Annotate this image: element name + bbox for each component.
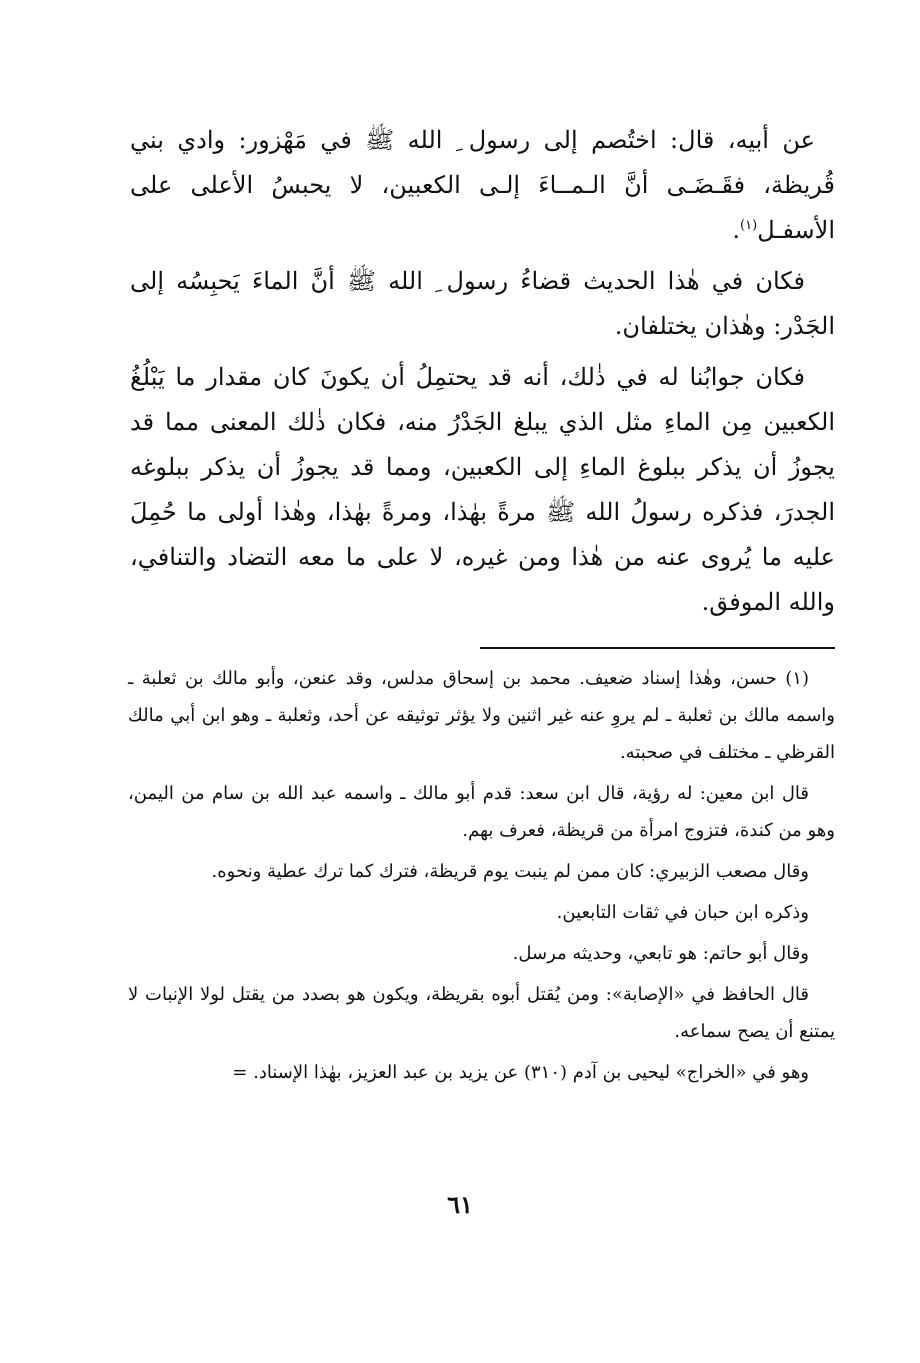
footnote-abu-hatim: وقال أبو حاتم: هو تابعي، وحديثه مرسل. <box>512 943 809 964</box>
footnote-ibn-hibban: وذكره ابن حبان في ثقات التابعين. <box>556 902 809 923</box>
paragraph-3: فكان جوابُنا له في ذٰلك، أنه قد يحتمِلُ أن يكونَ كان مقدار ما يَبْلُغُ الكعبين مِن الماءِ مثل الذي يبلغ الجَدْرُ منه، فكان ذٰلك المعنى مما قد يجوزُ أن يذكر ببلوغ الماءِ إلى الكعبين، ومما قد يجوزُ أن يذكر ببلوغه الجدرَ، فذكره رسولُ الله ﷺ مرةً بهٰذا، ومرةً بهٰذا، وهٰذا أولى ما حُمِلَ عليه ما يُروى عنه من هٰذا ومن غيره، لا على ما معه التضاد والتنافي، والله الموفق. <box>130 363 835 616</box>
footnote-reference: (١) <box>740 218 758 233</box>
paragraph-1-text: عن أبيه، قال: اختُصم إلى رسول ِ الله ﷺ في مَهْزور: وادي بني قُريظة، فقَـضَـى أنَّ الـمــاءَ إلـى الكعبين، لا يحبسُ الأعلى على الأسفـل <box>130 126 835 244</box>
footnote-1: (١) حسن، وهٰذا إسناد ضعيف. محمد بن إسحاق مدلس، وقد عنعن، وأبو مالك بن ثعلبة ـ واسمه مالك بن ثعلبة ـ لم يروِ عنه غير اثنين ولا يؤثر توثيقه عن أحد، وثعلبة ـ وهو ابن أبي مالك القرظي ـ مختلف في صحبته. <box>128 668 835 763</box>
page-number: ٦١ <box>447 1190 473 1219</box>
footnote-musab: وقال مصعب الزبيري: كان ممن لم ينبت يوم قريظة، فترك كما ترك عطية ونحوه. <box>211 861 809 882</box>
footnote-hafiz: قال الحافظ في «الإصابة»: ومن يُقتل أبوه بقريظة، ويكون هو بصدد من يقتل لولا الإنبات لا يمتنع أن يصح سماعه. <box>128 984 835 1042</box>
main-text <box>130 118 835 631</box>
footnote-kharaj: وهو في «الخراج» ليحيى بن آدم (٣١٠) عن يزيد بن عبد العزيز، بهٰذا الإسناد. = <box>232 1062 809 1083</box>
footnotes <box>128 660 835 1095</box>
paragraph-1-tail: . <box>732 216 741 244</box>
footnote-separator-line <box>480 647 835 649</box>
paragraph-2: فكان في هٰذا الحديث قضاءُ رسول ِ الله ﷺ أنَّ الماءَ يَحبِسُه إلى الجَدْر: وهٰذان يختلفان. <box>130 267 835 340</box>
paragraph-1 <box>130 118 835 253</box>
footnote-ibn-maeen: قال ابن معين: له رؤية، قال ابن سعد: قدم أبو مالك ـ واسمه عبد الله بن سام من اليمن، وهو من كندة، فتزوج امرأة من قريظة، فعرف بهم. <box>128 783 835 841</box>
